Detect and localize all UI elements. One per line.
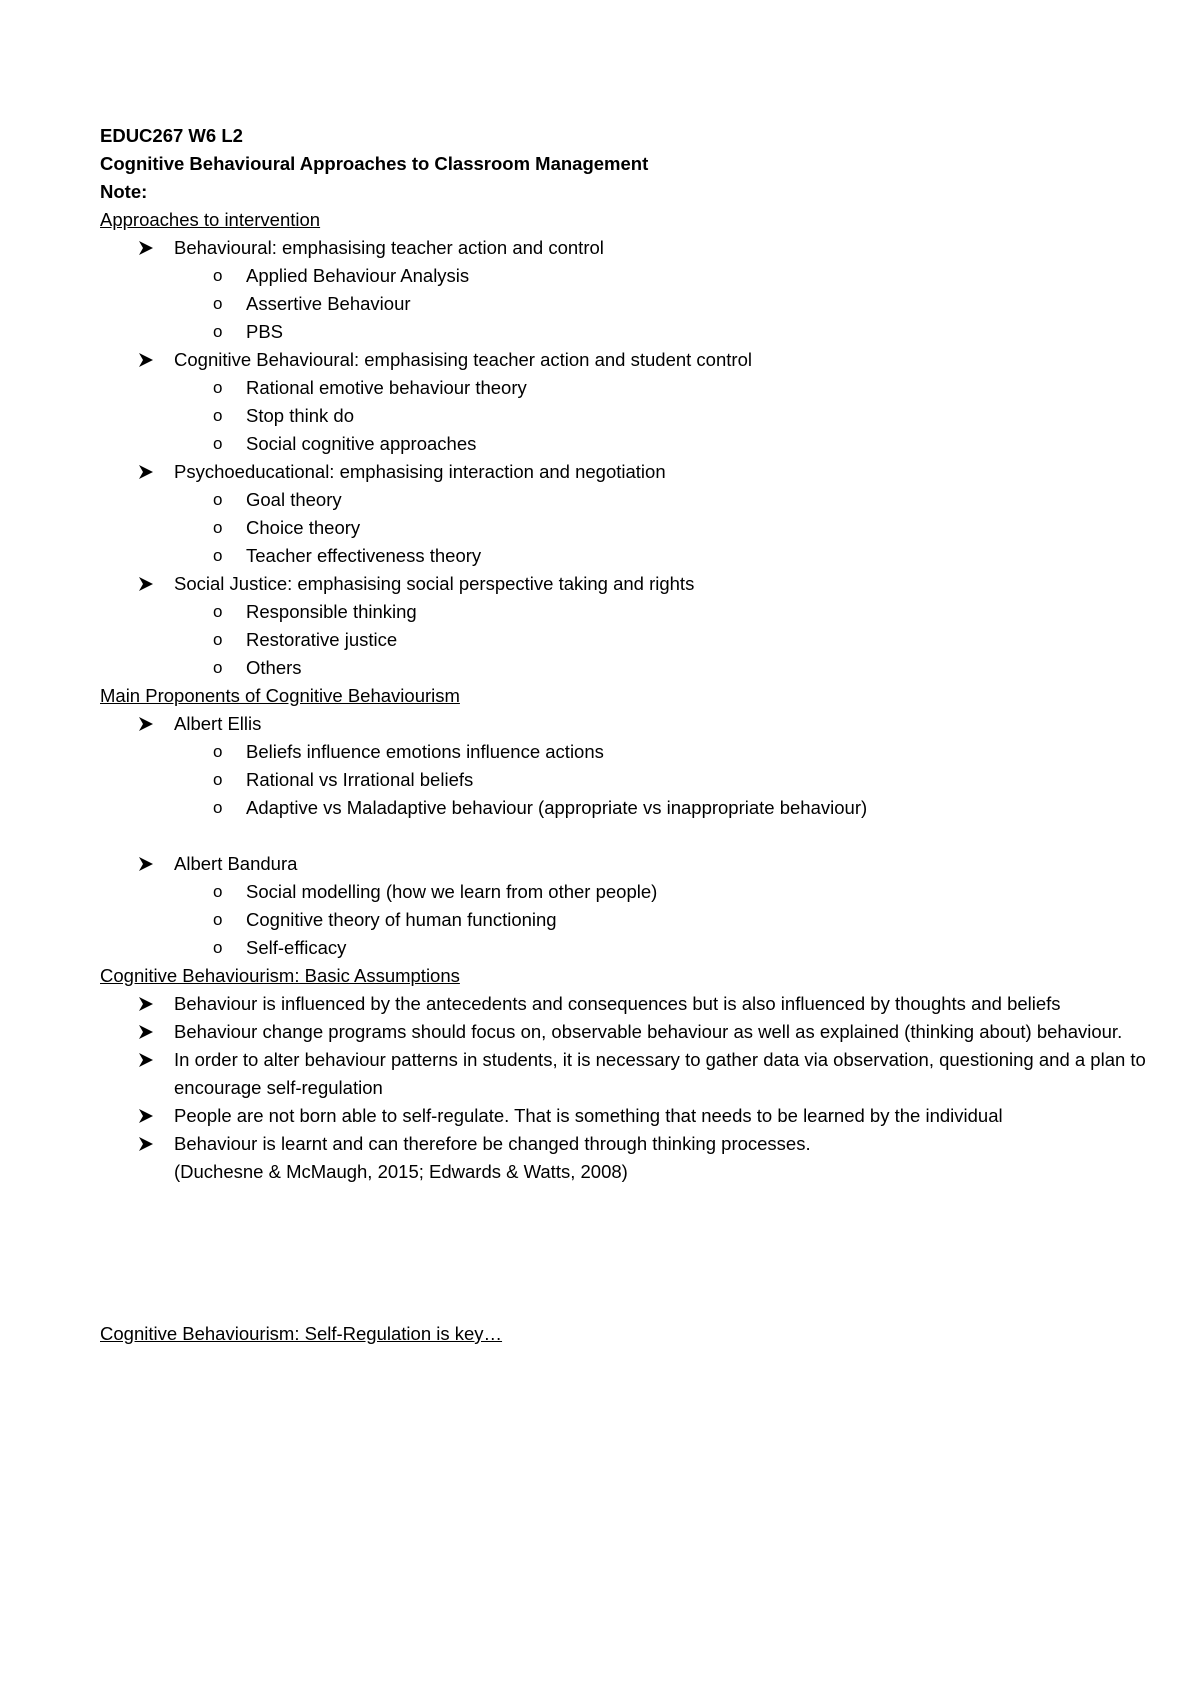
list-item-text: Albert Bandura — [174, 853, 298, 874]
circle-bullet-icon: o — [213, 630, 223, 649]
sub-list-item — [100, 542, 1160, 570]
arrow-bullet-icon — [138, 570, 160, 598]
note-label: Note: — [100, 181, 148, 202]
circle-bullet-icon: o — [213, 742, 223, 761]
list-item — [100, 1102, 1160, 1130]
list-item-text: Psychoeducational: emphasising interaction and negotiation — [174, 461, 666, 482]
list-item — [100, 234, 1160, 262]
arrow-bullet-icon — [138, 1018, 160, 1046]
document-body — [100, 122, 1160, 1348]
circle-bullet-icon: o — [213, 798, 223, 817]
list-item — [100, 1046, 1160, 1102]
list-item — [100, 850, 1160, 878]
sub-list-item — [100, 878, 1160, 906]
list-item — [100, 1018, 1160, 1046]
list-item-text: Social Justice: emphasising social perspective taking and rights — [174, 573, 695, 594]
course-code: EDUC267 W6 L2 — [100, 125, 243, 146]
sub-list-item — [100, 430, 1160, 458]
sub-list-item — [100, 514, 1160, 542]
sub-list-item — [100, 626, 1160, 654]
sub-list-item — [100, 598, 1160, 626]
sub-list-item — [100, 486, 1160, 514]
sub-list-item-text: Goal theory — [246, 489, 342, 510]
sub-list-item-text: Social modelling (how we learn from other people) — [246, 881, 658, 902]
circle-bullet-icon: o — [213, 434, 223, 453]
circle-bullet-icon: o — [213, 602, 223, 621]
list-item — [100, 458, 1160, 486]
arrow-bullet-icon — [138, 1046, 160, 1074]
sub-list-item — [100, 374, 1160, 402]
sub-list-item-text: Adaptive vs Maladaptive behaviour (appropriate vs inappropriate behaviour) — [246, 797, 868, 818]
list-item — [100, 1130, 1160, 1158]
list-item-text: Behaviour is influenced by the antecedents and consequences but is also influenced by thoughts and beliefs — [174, 993, 1061, 1014]
sub-list-item — [100, 738, 1160, 766]
circle-bullet-icon: o — [213, 518, 223, 537]
document-title: Cognitive Behavioural Approaches to Classroom Management — [100, 153, 649, 174]
blank-line — [100, 822, 1160, 850]
arrow-bullet-icon — [138, 990, 160, 1018]
circle-bullet-icon: o — [213, 266, 223, 285]
section-heading-assumptions: Cognitive Behaviourism: Basic Assumptions — [100, 965, 460, 986]
list-item — [100, 710, 1160, 738]
sub-list-item — [100, 906, 1160, 934]
list-item-text: Cognitive Behavioural: emphasising teacher action and student control — [174, 349, 752, 370]
circle-bullet-icon: o — [213, 882, 223, 901]
sub-list-item-text: Self-efficacy — [246, 937, 347, 958]
sub-list-item — [100, 402, 1160, 430]
list-item-text: People are not born able to self-regulate. That is something that needs to be learned by the individual — [174, 1105, 1003, 1126]
sub-list-item — [100, 794, 1160, 822]
sub-list-item — [100, 766, 1160, 794]
sub-list-item — [100, 290, 1160, 318]
arrow-bullet-icon — [138, 1102, 160, 1130]
section-heading-self-regulation: Cognitive Behaviourism: Self-Regulation is key… — [100, 1323, 503, 1344]
list-item-text: Behaviour is learnt and can therefore be changed through thinking processes. — [174, 1133, 811, 1154]
sub-list-item-text: Assertive Behaviour — [246, 293, 411, 314]
arrow-bullet-icon — [138, 850, 160, 878]
circle-bullet-icon: o — [213, 294, 223, 313]
circle-bullet-icon: o — [213, 378, 223, 397]
list-item-text: In order to alter behaviour patterns in students, it is necessary to gather data via observation, questioning and a plan to encourage self-regulation — [174, 1049, 1146, 1098]
sub-list-item-text: Others — [246, 657, 302, 678]
sub-list-item — [100, 934, 1160, 962]
section-heading-proponents: Main Proponents of Cognitive Behaviourism — [100, 685, 460, 706]
arrow-bullet-icon — [138, 234, 160, 262]
circle-bullet-icon: o — [213, 406, 223, 425]
blank-space — [100, 1186, 1160, 1320]
list-item-text: Behavioural: emphasising teacher action and control — [174, 237, 604, 258]
sub-list-item-text: Responsible thinking — [246, 601, 417, 622]
sub-list-item-text: PBS — [246, 321, 284, 342]
sub-list-item-text: Applied Behaviour Analysis — [246, 265, 470, 286]
sub-list-item-text: Teacher effectiveness theory — [246, 545, 482, 566]
list-item — [100, 346, 1160, 374]
arrow-bullet-icon — [138, 1130, 160, 1158]
arrow-bullet-icon — [138, 710, 160, 738]
circle-bullet-icon: o — [213, 938, 223, 957]
circle-bullet-icon: o — [213, 490, 223, 509]
list-item — [100, 990, 1160, 1018]
list-item — [100, 570, 1160, 598]
arrow-bullet-icon — [138, 458, 160, 486]
sub-list-item-text: Beliefs influence emotions influence actions — [246, 741, 604, 762]
sub-list-item-text: Stop think do — [246, 405, 354, 426]
circle-bullet-icon: o — [213, 322, 223, 341]
circle-bullet-icon: o — [213, 658, 223, 677]
circle-bullet-icon: o — [213, 910, 223, 929]
sub-list-item — [100, 654, 1160, 682]
citation: (Duchesne & McMaugh, 2015; Edwards & Watts, 2008) — [174, 1161, 628, 1182]
sub-list-item-text: Rational emotive behaviour theory — [246, 377, 527, 398]
circle-bullet-icon: o — [213, 770, 223, 789]
sub-list-item-text: Rational vs Irrational beliefs — [246, 769, 474, 790]
sub-list-item — [100, 262, 1160, 290]
sub-list-item-text: Restorative justice — [246, 629, 398, 650]
sub-list-item-text: Cognitive theory of human functioning — [246, 909, 557, 930]
list-item-text: Albert Ellis — [174, 713, 262, 734]
section-heading-approaches: Approaches to intervention — [100, 209, 321, 230]
sub-list-item-text: Choice theory — [246, 517, 361, 538]
sub-list-item — [100, 318, 1160, 346]
circle-bullet-icon: o — [213, 546, 223, 565]
arrow-bullet-icon — [138, 346, 160, 374]
list-item-text: Behaviour change programs should focus on, observable behaviour as well as explained (thinking about) behaviour. — [174, 1021, 1123, 1042]
sub-list-item-text: Social cognitive approaches — [246, 433, 477, 454]
